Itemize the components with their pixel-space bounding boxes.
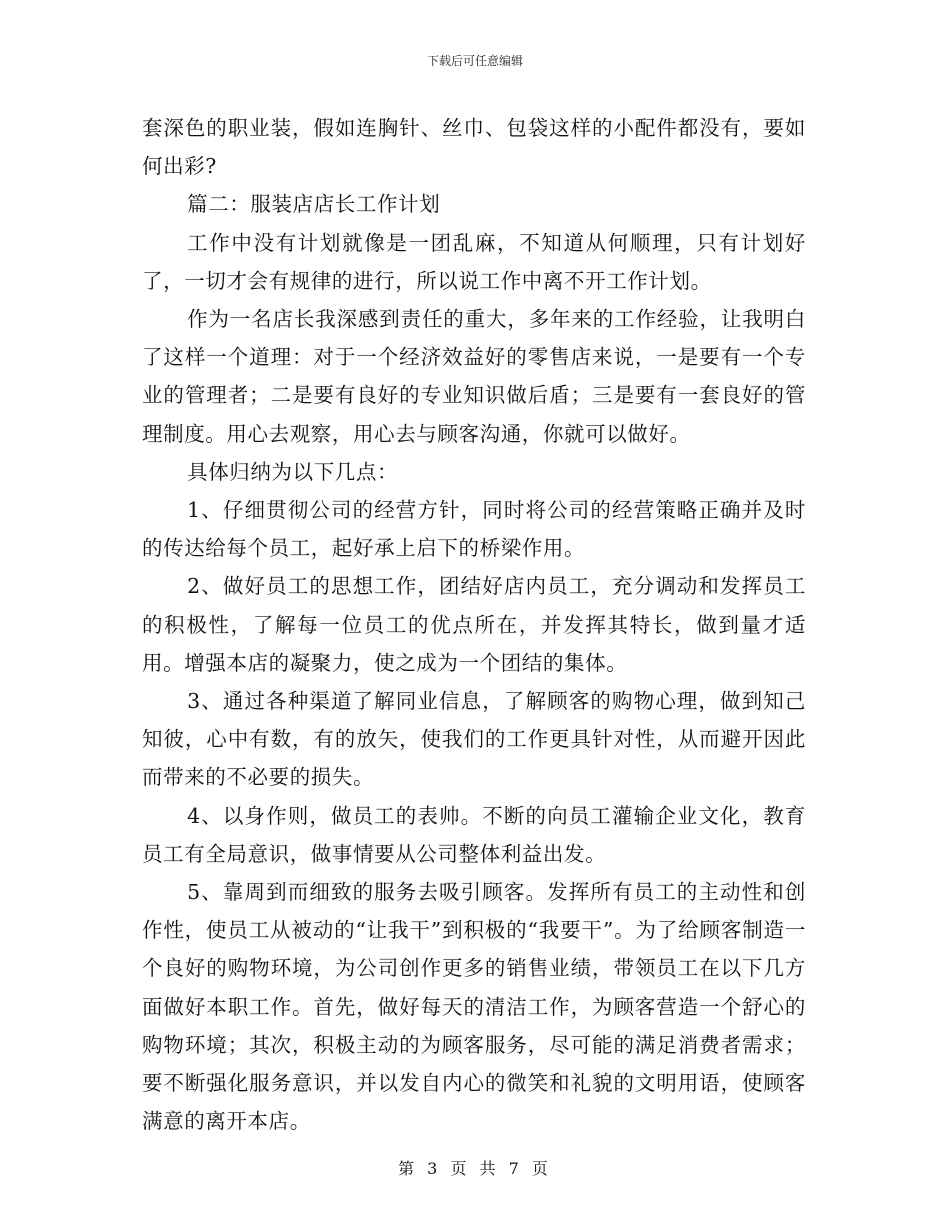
page-header: 下载后可任意编辑 bbox=[426, 54, 523, 68]
page-footer bbox=[0, 1156, 950, 1179]
paragraph-intro: 工作中没有计划就像是一团乱麻，不知道从何顺理，只有计划好了，一切才会有规律的进行，所以说工作中离不开工作计划。 bbox=[142, 230, 806, 293]
list-item-4: 4、以身作则，做员工的表帅。不断的向员工灌输企业文化，教育员工有全局意识，做事情要从公司整体利益出发。 bbox=[142, 803, 806, 866]
section-heading: 篇二：服装店店长工作计划 bbox=[187, 192, 441, 217]
page-number: 第 3 页 共 7 页 bbox=[398, 1159, 552, 1178]
list-item-1: 1、仔细贯彻公司的经营方针，同时将公司的经营策略正确并及时的传达给每个员工，起好承上启下的桥梁作用。 bbox=[142, 498, 806, 561]
list-item-3: 3、通过各种渠道了解同业信息，了解顾客的购物心理，做到知己知彼，心中有数，有的放矢，使我们的工作更具针对性，从而避开因此而带来的不必要的损失。 bbox=[142, 689, 806, 790]
list-item-5: 5、靠周到而细致的服务去吸引顾客。发挥所有员工的主动性和创作性，使员工从被动的“让我干”到积极的“我要干”。为了给顾客制造一个良好的购物环境，为公司创作更多的销售业绩，带领员工在以下几方面做好本职工作。首先，做好每天的清洁工作，为顾客营造一个舒心的购物环境；其次，积极主动的为顾客服务，尽可能的满足消费者需求；要不断强化服务意识，并以发自内心的微笑和礼貌的文明用语，使顾客满意的离开本店。 bbox=[142, 880, 806, 1134]
paragraph-summary-lead: 具体归纳为以下几点： bbox=[187, 459, 399, 484]
document-body bbox=[142, 109, 806, 1140]
paragraph-continuation: 套深色的职业装，假如连胸针、丝巾、包袋这样的小配件都没有，要如何出彩? bbox=[142, 116, 806, 179]
list-item-2: 2、做好员工的思想工作，团结好店内员工，充分调动和发挥员工的积极性，了解每一位员工的优点所在，并发挥其特长，做到量才适用。增强本店的凝聚力，使之成为一个团结的集体。 bbox=[142, 574, 806, 675]
paragraph-manager-role: 作为一名店长我深感到责任的重大，多年来的工作经验，让我明白了这样一个道理：对于一个经济效益好的零售店来说，一是要有一个专业的管理者；二是要有良好的专业知识做后盾；三是要有一套良好的管理制度。用心去观察，用心去与顾客沟通，你就可以做好。 bbox=[142, 307, 806, 446]
